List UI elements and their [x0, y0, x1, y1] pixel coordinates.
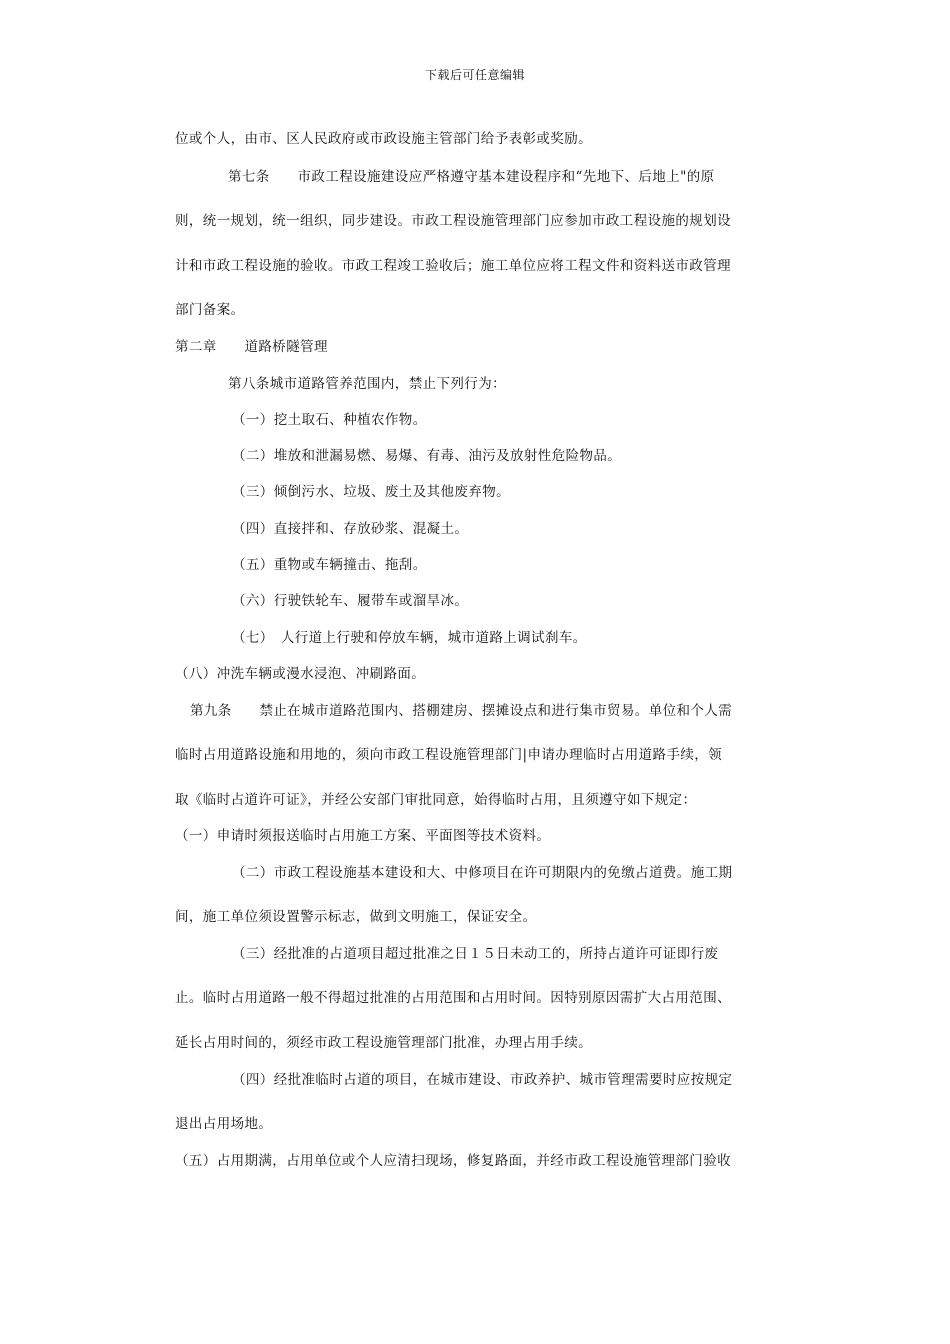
- article-9-heading-line: 第九条 禁止在城市道路范围内、搭棚建房、摆摊设点和进行集市贸易。单位和个人需: [190, 703, 733, 719]
- text-line: 部门备案。: [175, 302, 245, 318]
- text-line: 止。临时占用道路一般不得超过批准的占用范围和占用时间。因特别原因需扩大占用范围、: [175, 990, 731, 1006]
- list-item: （二）堆放和泄漏易燃、易爆、有毒、油污及放射性危险物品。: [232, 448, 622, 464]
- text-line: 计和市政工程设施的验收。市政工程竣工验收后；施工单位应将工程文件和资料送市政管理: [175, 258, 731, 274]
- text-line: 取《临时占道许可证》，并经公安部门审批同意，始得临时占用，且须遵守如下规定：: [175, 792, 697, 808]
- article-8-heading-line: 第八条城市道路管养范围内，禁止下列行为：: [228, 376, 506, 392]
- list-item: （三）倾倒污水、垃圾、废土及其他废弃物。: [232, 484, 510, 500]
- list-item: （五）重物或车辆撞击、拖刮。: [232, 557, 427, 573]
- article-7-heading-line: 第七条 市政工程设施建设应严格遵守基本建设程序和“先地下、后地上"的原: [228, 169, 715, 185]
- text-line: 位或个人，由市、区人民政府或市政设施主管部门给予表彰或奖励。: [175, 131, 592, 147]
- chapter-2-heading: 第二章 道路桥隧管理: [175, 339, 328, 355]
- text-line: 则，统一规划，统一组织，同步建设。市政工程设施管理部门应参加市政工程设施的规划设: [175, 213, 731, 229]
- list-item: （三）经批准的占道项目超过批准之日１５日未动工的，所持占道许可证即行废: [232, 946, 719, 962]
- list-item: （四）经批准临时占道的项目，在城市建设、市政养护、城市管理需要时应按规定: [232, 1072, 733, 1088]
- list-item: （八）冲洗车辆或漫水浸泡、冲刷路面。: [175, 666, 426, 682]
- text-line: 间，施工单位须设置警示标志，做到文明施工，保证安全。: [175, 909, 537, 925]
- list-item: （一）挖土取石、种植农作物。: [232, 412, 427, 428]
- list-item: （一）申请时须报送临时占用施工方案、平面图等技术资料。: [175, 828, 551, 844]
- list-item: （二）市政工程设施基本建设和大、中修项目在许可期限内的免缴占道费。施工期: [232, 865, 733, 881]
- list-item: （七） 人行道上行驶和停放车辆，城市道路上调试刹车。: [232, 630, 587, 646]
- list-item: （六）行驶铁轮车、履带车或溜旱冰。: [232, 593, 469, 609]
- text-line: 延长占用时间的，须经市政工程设施管理部门批准，办理占用手续。: [175, 1035, 592, 1051]
- list-item: （四）直接拌和、存放砂浆、混凝土。: [232, 521, 469, 537]
- text-line: 退出占用场地。: [175, 1116, 273, 1132]
- text-line: 临时占用道路设施和用地的，须向市政工程设施管理部门|申请办理临时占用道路手续，领: [175, 747, 723, 763]
- list-item: （五）占用期满，占用单位或个人应清扫现场，修复路面，并经市政工程设施管理部门验收: [175, 1153, 731, 1169]
- page-header: 下载后可任意编辑: [424, 68, 525, 82]
